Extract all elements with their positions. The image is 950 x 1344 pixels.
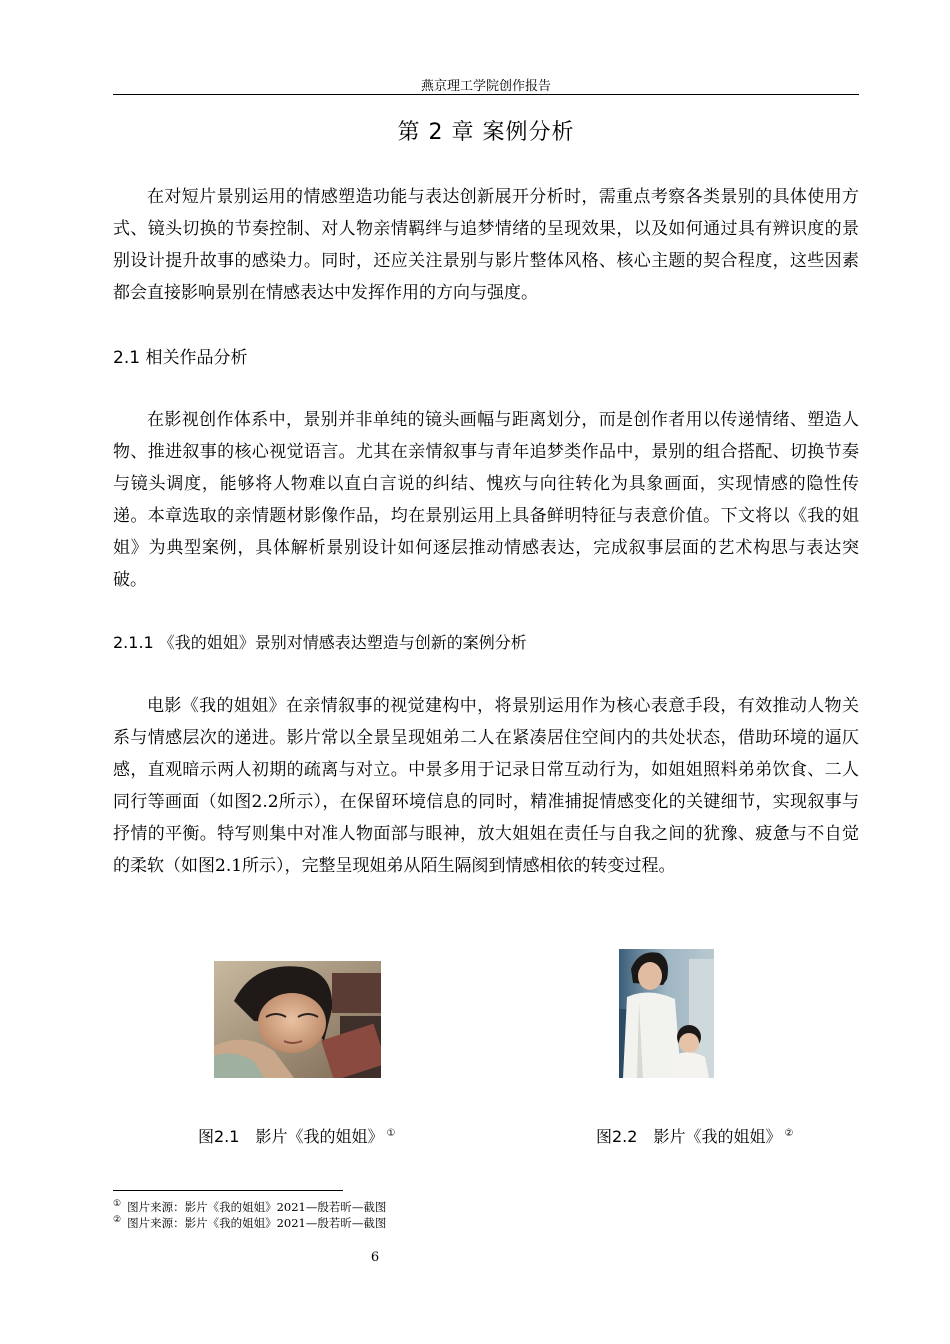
footnote-2-mark: ② [113, 1215, 122, 1226]
footnote-rule [113, 1190, 343, 1191]
footnote-1-mark: ① [113, 1199, 122, 1210]
footnote-1 [113, 1199, 386, 1215]
figure-2-2-still [619, 949, 714, 1078]
figure-2-2-caption-text: 图2.2 影片《我的姐姐》 [596, 1127, 782, 1146]
section-heading-2-1: 2.1 相关作品分析 [113, 348, 248, 368]
running-header: 燕京理工学院创作报告 [420, 79, 551, 94]
section-2-1-1-paragraph: 电影《我的姐姐》在亲情叙事的视觉建构中，将景别运用作为核心表意手段，有效推动人物关系与情感层次的递进。影片常以全景呈现姐弟二人在紧凑居住空间内的共处状态，借助环境的逼仄感，直观暗示两人初期的疏离与对立。中景多用于记录日常互动行为，如姐姐照料弟弟饮食、二人同行等画面（如图2.2所示），在保留环境信息的同时，精准捕捉情感变化的关键细节，实现叙事与抒情的平衡。特写则集中对准人物面部与眼神，放大姐姐在责任与自我之间的犹豫、疲惫与不自觉的柔软（如图2.1所示），完整呈现姐弟从陌生隔阂到情感相依的转变过程。 [113, 696, 859, 876]
intro-paragraph: 在对短片景别运用的情感塑造功能与表达创新展开分析时，需重点考察各类景别的具体使用方式、镜头切换的节奏控制、对人物亲情羁绊与追梦情绪的呈现效果，以及如何通过具有辨识度的景别设计提升故事的感染力。同时，还应关注景别与影片整体风格、核心主题的契合程度，这些因素都会直接影响景别在情感表达中发挥作用的方向与强度。 [113, 187, 859, 303]
chapter-title: 第 2 章 案例分析 [397, 120, 575, 145]
page-number: 6 [370, 1250, 380, 1265]
header-rule [113, 94, 859, 95]
footnote-2-text: 图片来源：影片《我的姐姐》2021—殷若昕—截图 [127, 1216, 387, 1230]
figure-2-2-note-mark[interactable]: ② [784, 1127, 794, 1139]
figure-2-2-image [619, 949, 714, 1078]
section-heading-2-1-1: 2.1.1 《我的姐姐》景别对情感表达塑造与创新的案例分析 [113, 633, 527, 652]
footnote-1-text: 图片来源：影片《我的姐姐》2021—殷若昕—截图 [127, 1200, 387, 1214]
figure-2-1-caption [198, 1124, 395, 1147]
figure-2-1-image [214, 961, 381, 1078]
footnote-2 [113, 1215, 386, 1231]
section-2-1-paragraph: 在影视创作体系中，景别并非单纯的镜头画幅与距离划分，而是创作者用以传递情绪、塑造人物、推进叙事的核心视觉语言。尤其在亲情叙事与青年追梦类作品中，景别的组合搭配、切换节奏与镜头调度，能够将人物难以直白言说的纠结、愧疚与向往转化为具象画面，实现情感的隐性传递。本章选取的亲情题材影像作品，均在景别运用上具备鲜明特征与表意价值。下文将以《我的姐姐》为典型案例，具体解析景别设计如何逐层推动情感表达，完成叙事层面的艺术构思与表达突破。 [113, 410, 859, 590]
figure-2-2-caption [596, 1124, 793, 1147]
figure-2-1-still [214, 961, 381, 1078]
figure-2-1-note-mark[interactable]: ① [386, 1127, 396, 1139]
figure-2-1-caption-text: 图2.1 影片《我的姐姐》 [198, 1127, 384, 1146]
